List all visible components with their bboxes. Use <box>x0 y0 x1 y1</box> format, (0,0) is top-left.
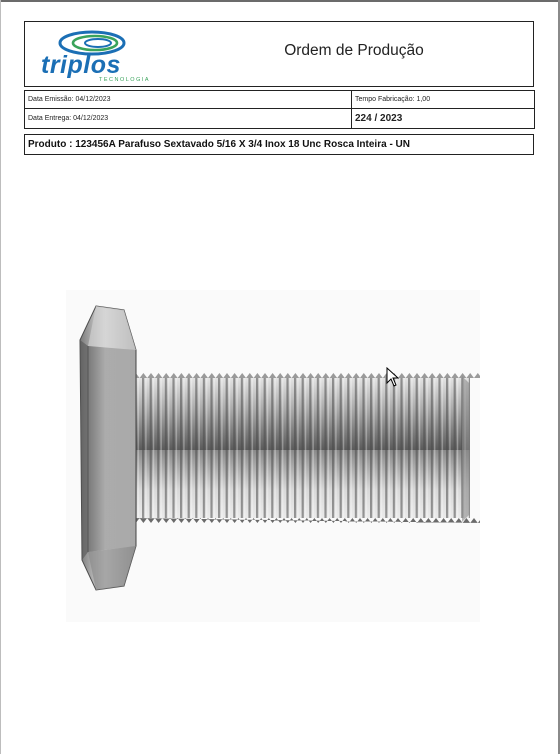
page-edge-left <box>0 0 1 754</box>
triplos-logo-icon <box>35 26 165 84</box>
issue-date: Data Emissão: 04/12/2023 <box>25 91 352 109</box>
delivery-date: Data Entrega: 04/12/2023 <box>25 109 352 129</box>
document-header <box>24 21 534 87</box>
logo-tagline: TECNOLOGIA <box>99 77 151 83</box>
hex-bolt-icon <box>66 290 480 622</box>
order-info-table <box>24 90 535 129</box>
company-logo <box>25 22 175 86</box>
table-row <box>25 91 535 109</box>
page-edge-top <box>0 0 560 2</box>
mouse-cursor-icon <box>386 367 400 387</box>
product-line: Produto : 123456A Parafuso Sextavado 5/16 X 3/4 Inox 18 Unc Rosca Inteira - UN <box>24 134 534 155</box>
fabrication-time: Tempo Fabricação: 1,00 <box>352 91 535 109</box>
document-title: Ordem de Produção <box>284 42 424 59</box>
order-number: 224 / 2023 <box>352 109 535 129</box>
table-row <box>25 109 535 129</box>
product-image <box>66 290 480 622</box>
logo-wordmark: triplos <box>41 51 121 79</box>
